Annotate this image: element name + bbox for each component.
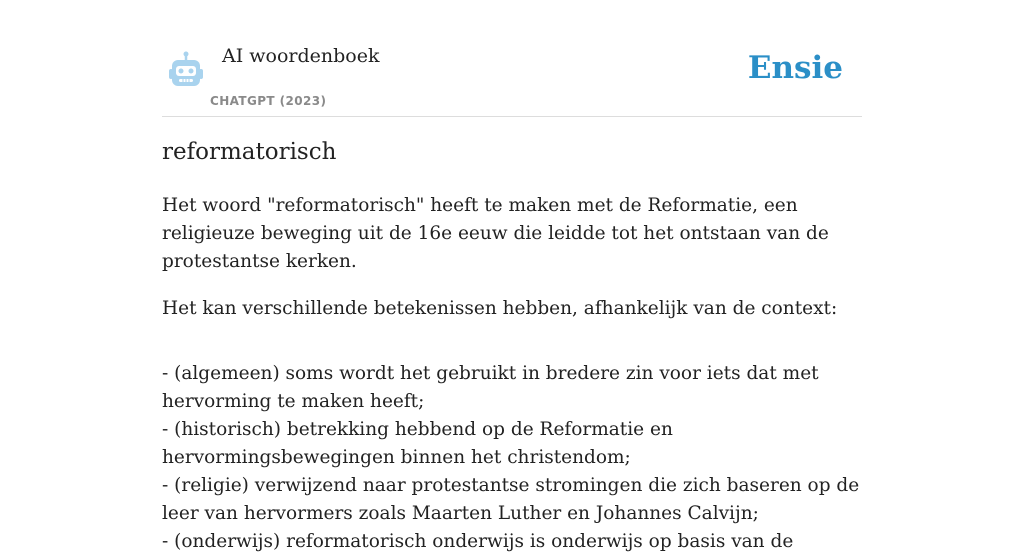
definition-item: - (religie) verwijzend naar protestantse stromingen die zich baseren op de leer van hervormers zoals Maarten Luther en Johannes Calvijn; xyxy=(162,475,860,524)
brand-logo[interactable]: Ensie xyxy=(747,50,843,86)
definition-list xyxy=(162,360,862,556)
definition-item: - (historisch) betrekking hebbend op de Reformatie en hervormingsbewegingen binnen het christendom; xyxy=(162,419,673,468)
headword: reformatorisch xyxy=(162,139,337,165)
source-title[interactable]: AI woordenboek xyxy=(222,45,380,67)
definition-item: - (onderwijs) reformatorisch onderwijs is onderwijs op basis van de xyxy=(162,531,794,552)
entry-content xyxy=(162,192,862,556)
lead-paragraph: Het kan verschillende betekenissen hebben, afhankelijk van de context: xyxy=(162,298,838,319)
robot-icon xyxy=(166,51,206,91)
source-meta: CHATGPT (2023) xyxy=(210,94,327,108)
definition-item: - (algemeen) soms wordt het gebruikt in bredere zin voor iets dat met hervorming te maken heeft; xyxy=(162,363,819,412)
intro-paragraph: Het woord "reformatorisch" heeft te maken met de Reformatie, een religieuze beweging uit de 16e eeuw die leidde tot het ontstaan van de protestantse kerken. xyxy=(162,195,829,272)
page xyxy=(162,0,862,552)
header xyxy=(162,0,862,117)
